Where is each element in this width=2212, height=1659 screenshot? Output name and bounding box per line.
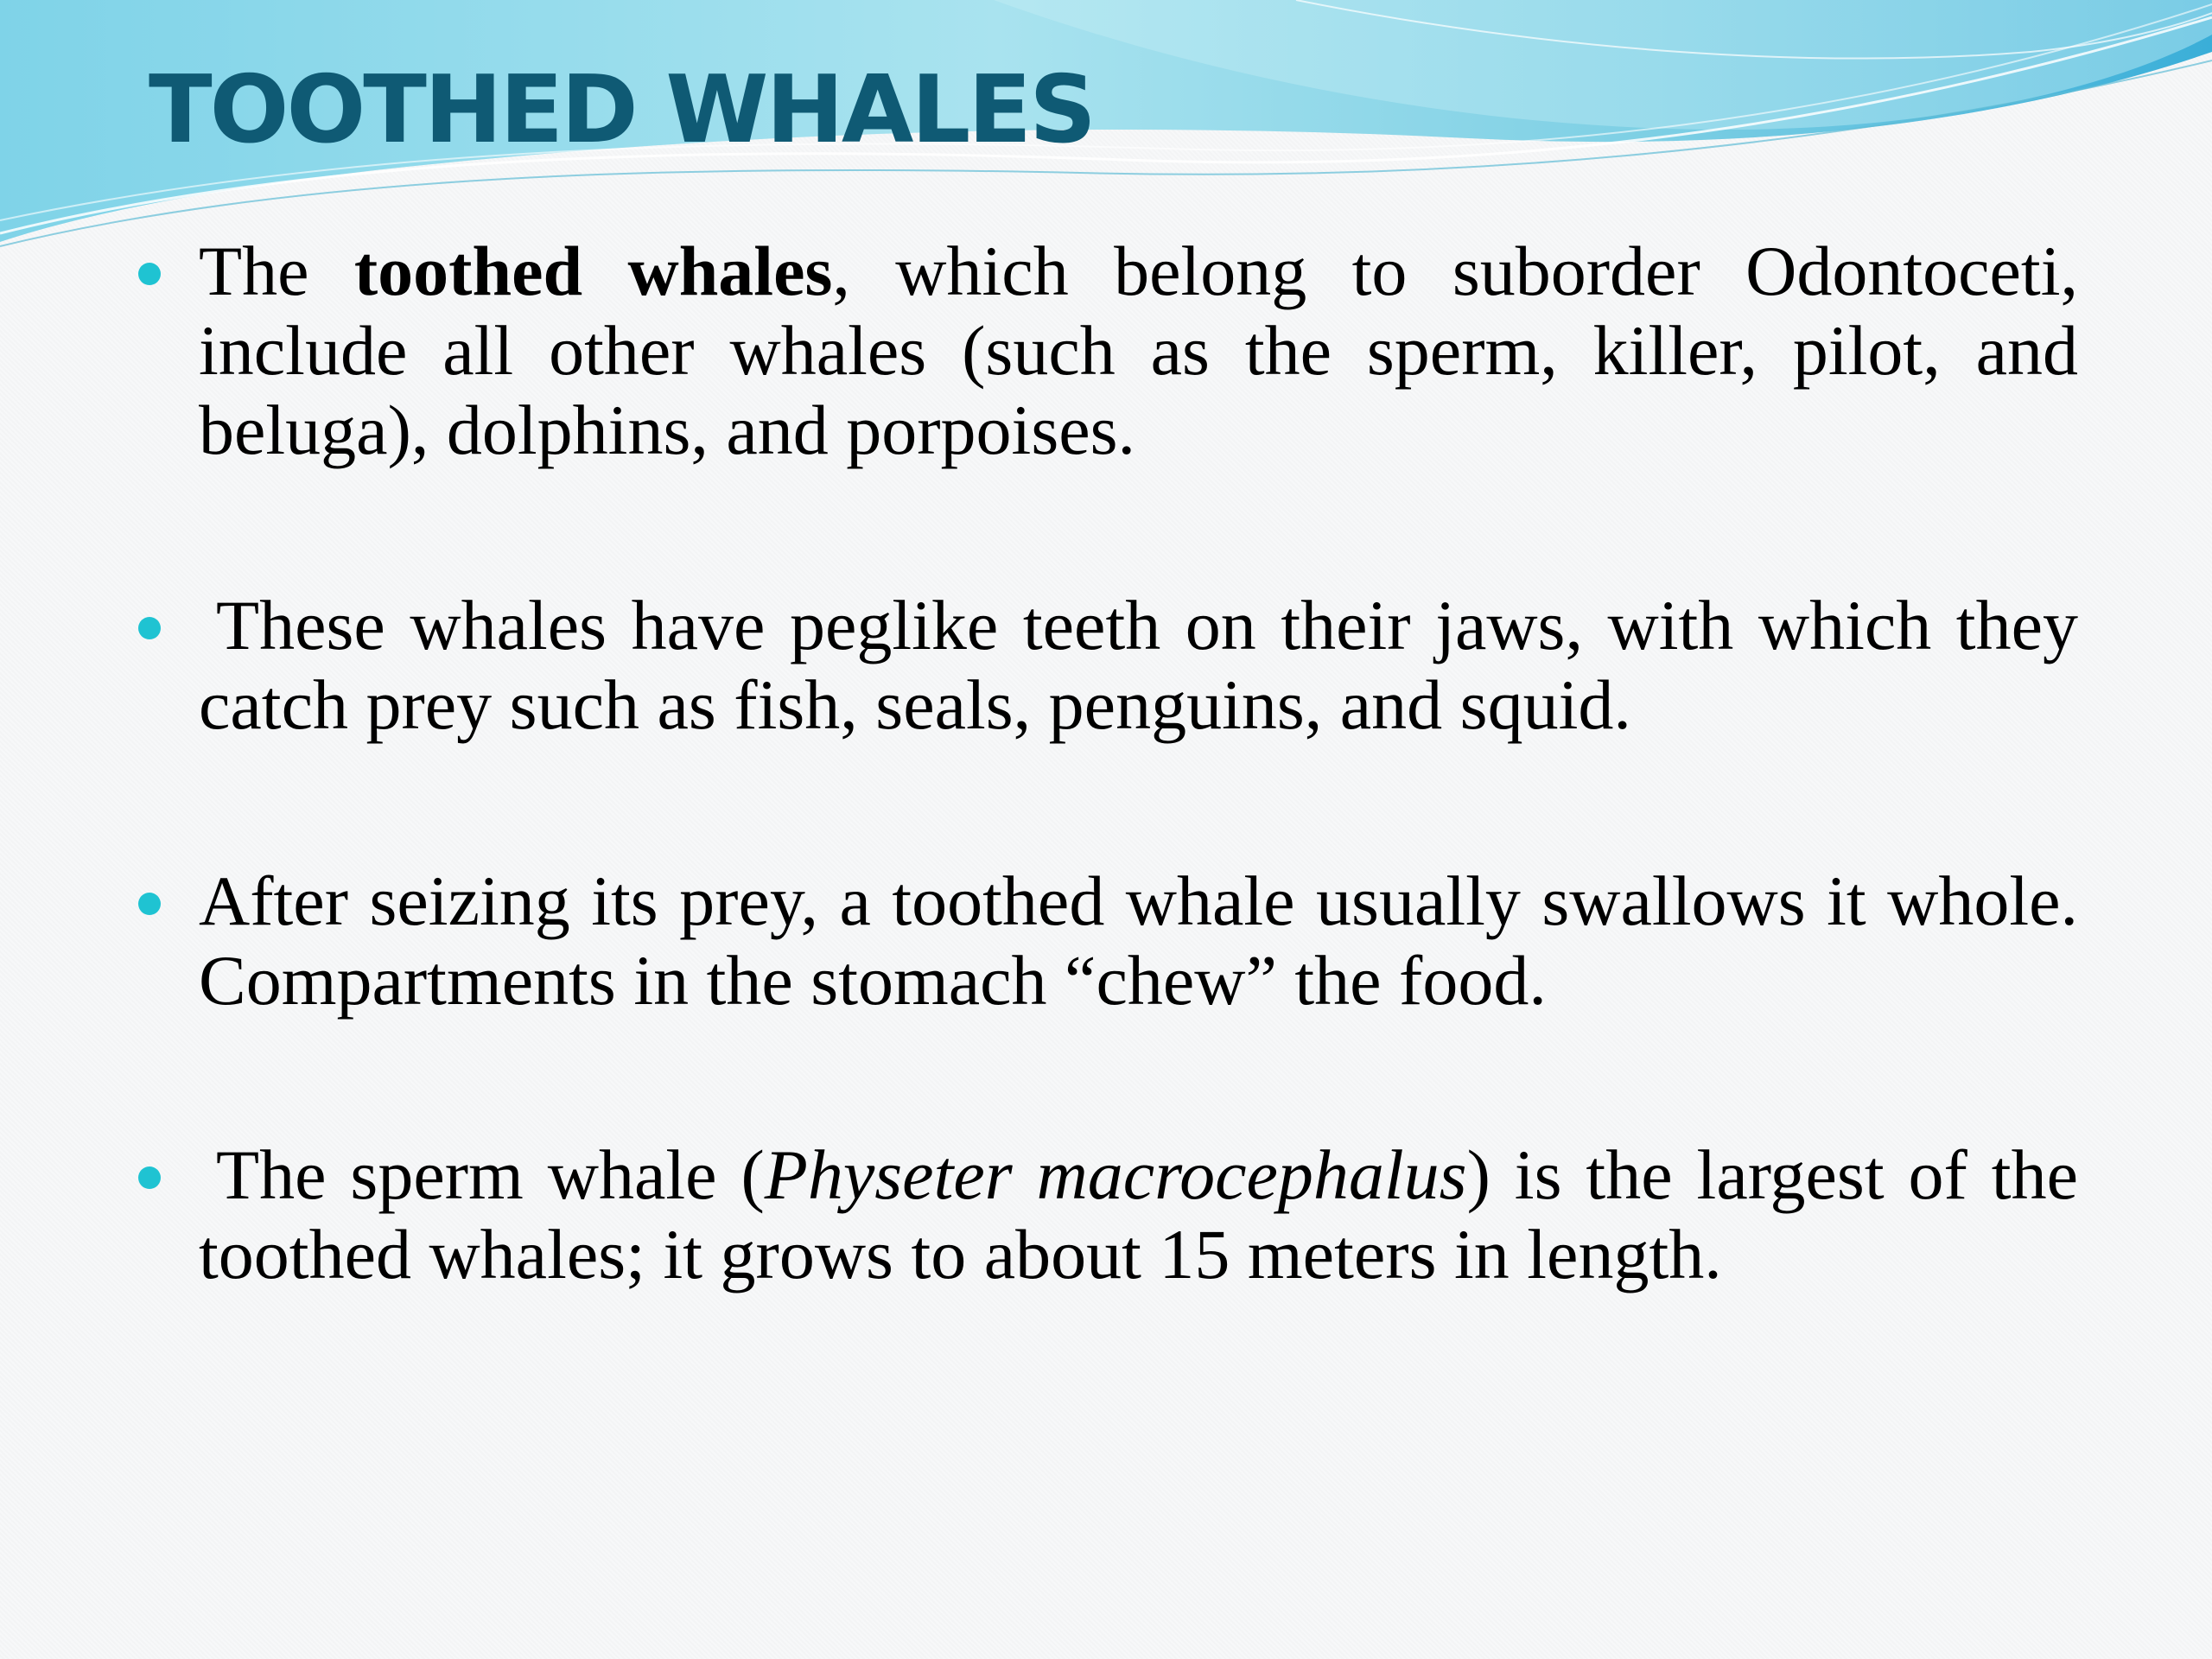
bullet-text-italic: Physeter macrocephalus bbox=[764, 1135, 1467, 1214]
bullet-text-pre: The bbox=[199, 232, 354, 310]
bullet-item-toothed-whales bbox=[199, 232, 2078, 470]
bullet-text-post: ) is the largest of the toothed whales; it grows to about 15 meters in length. bbox=[199, 1135, 2078, 1294]
bullet-text-bold: toothed whales bbox=[353, 232, 833, 310]
bullet-dot-icon bbox=[138, 893, 161, 915]
bullet-text-post: , which belong to suborder Odontoceti, include all other whales (such as the sperm, killer, pilot, and beluga), dolphins, and porpoises. bbox=[199, 232, 2078, 469]
bullet-text-pre: The sperm whale ( bbox=[216, 1135, 765, 1214]
bullet-text: These whales have peglike teeth on their jaws, with which they catch prey such as fish, seals, penguins, and squid. bbox=[199, 586, 2078, 744]
bullet-item-swallows-prey bbox=[199, 861, 2078, 1020]
slide-title: TOOTHED WHALES bbox=[149, 56, 1094, 164]
bullet-text: After seizing its prey, a toothed whale usually swallows it whole. Compartments in the stomach “chew” the food. bbox=[199, 861, 2078, 1020]
bullet-dot-icon bbox=[138, 1166, 161, 1189]
bullet-dot-icon bbox=[138, 617, 161, 639]
bullet-item-peglike-teeth bbox=[199, 586, 2078, 745]
bullet-item-sperm-whale bbox=[199, 1135, 2078, 1294]
bullet-dot-icon bbox=[138, 263, 161, 285]
